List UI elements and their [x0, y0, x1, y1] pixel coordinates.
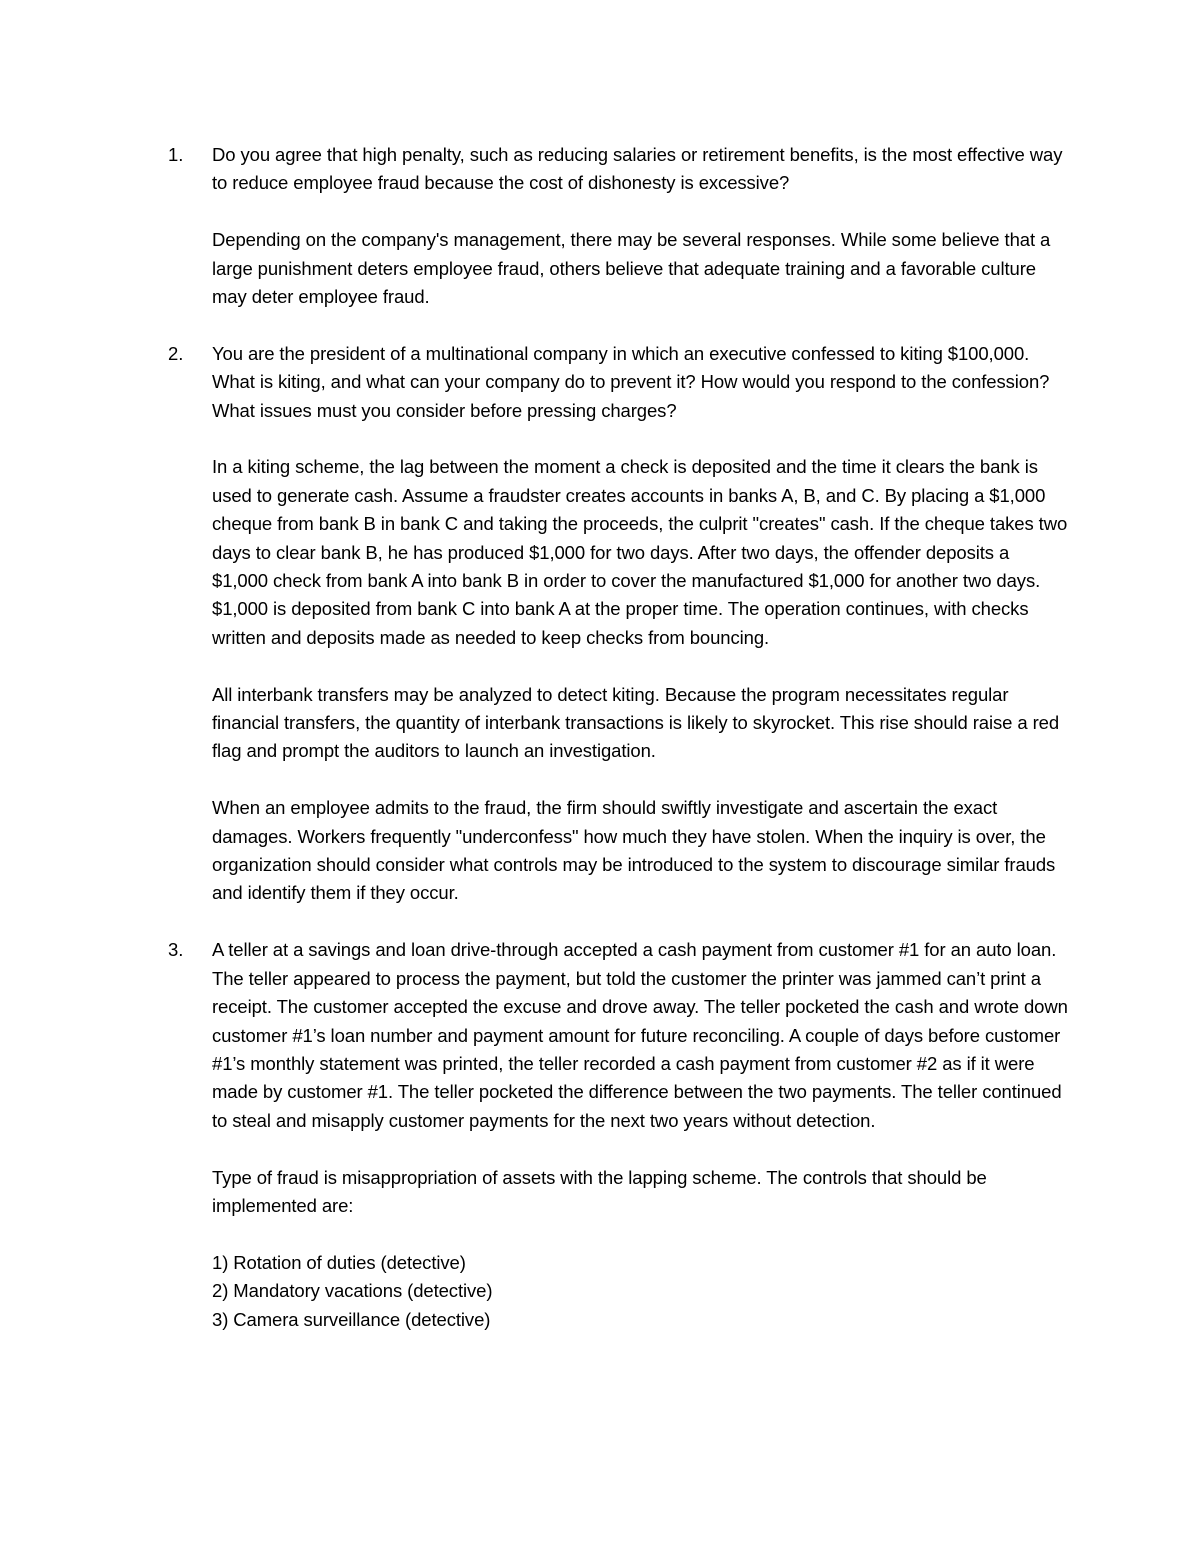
question-number: 2.	[168, 342, 184, 364]
question-text: You are the president of a multinational company in which an executive confessed to kiting $100,000. What is kiting, and what can your company do to prevent it? How would you respond to the confession? What issues must you consider before pressing charges?	[212, 342, 1050, 421]
question-body	[212, 141, 1068, 340]
controls-list-item: 2) Mandatory vacations (detective)	[212, 1280, 493, 1302]
document-content	[168, 141, 1068, 1334]
answer-paragraph: In a kiting scheme, the lag between the moment a check is deposited and the time it clears the bank is used to generate cash. Assume a fraudster creates accounts in banks A, B, and C. By placing a $1,000 cheque from bank B in bank C and taking the proceeds, the culprit "creates" cash. If the cheque takes two days to clear bank B, he has produced $1,000 for two days. After two days, the offender deposits a $1,000 check from bank A into bank B in order to cover the manufactured $1,000 for another two days. $1,000 is deposited from bank C into bank A at the proper time. The operation continues, with checks written and deposits made as needed to keep checks from bouncing.	[212, 456, 1068, 648]
question-body	[212, 340, 1068, 936]
answer-paragraph: When an employee admits to the fraud, the firm should swiftly investigate and ascertain the exact damages. Workers frequently "underconfess" how much they have stolen. When the inquiry is over, the organization should consider what controls may be introduced to the system to discourage similar frauds and identify them if they occur.	[212, 797, 1056, 904]
controls-list-item: 1) Rotation of duties (detective)	[212, 1251, 466, 1273]
question-item-3	[168, 936, 1068, 1334]
question-item-1	[168, 141, 1068, 340]
answer-paragraph: All interbank transfers may be analyzed to detect kiting. Because the program necessitates regular financial transfers, the quantity of interbank transactions is likely to skyrocket. This rise should raise a red flag and prompt the auditors to launch an investigation.	[212, 683, 1060, 762]
question-number: 1.	[168, 144, 184, 165]
question-text: A teller at a savings and loan drive-through accepted a cash payment from customer #1 for an auto loan. The teller appeared to process the payment, but told the customer the printer was jammed can’t print a receipt. The customer accepted the excuse and drove away. The teller pocketed the cash and wrote down customer #1’s loan number and payment amount for future reconciling. A couple of days before customer #1’s monthly statement was printed, the teller recorded a cash payment from customer #2 as if it were made by customer #1. The teller pocketed the difference between the two payments. The teller continued to steal and misapply customer payments for the next two years without detection.	[212, 939, 1068, 1131]
question-body	[212, 936, 1068, 1334]
controls-list-item: 3) Camera surveillance (detective)	[212, 1308, 491, 1330]
question-text: Do you agree that high penalty, such as reducing salaries or retirement benefits, is the most effective way to reduce employee fraud because the cost of dishonesty is excessive?	[212, 144, 1063, 194]
controls-list	[212, 1249, 1068, 1334]
answer-paragraph: Depending on the company's management, there may be several responses. While some believe that a large punishment deters employee fraud, others believe that adequate training and a favorable culture may deter employee fraud.	[212, 229, 1051, 308]
question-number: 3.	[168, 939, 184, 961]
question-item-2	[168, 340, 1068, 936]
answer-paragraph: Type of fraud is misappropriation of assets with the lapping scheme. The controls that should be implemented are:	[212, 1166, 987, 1216]
